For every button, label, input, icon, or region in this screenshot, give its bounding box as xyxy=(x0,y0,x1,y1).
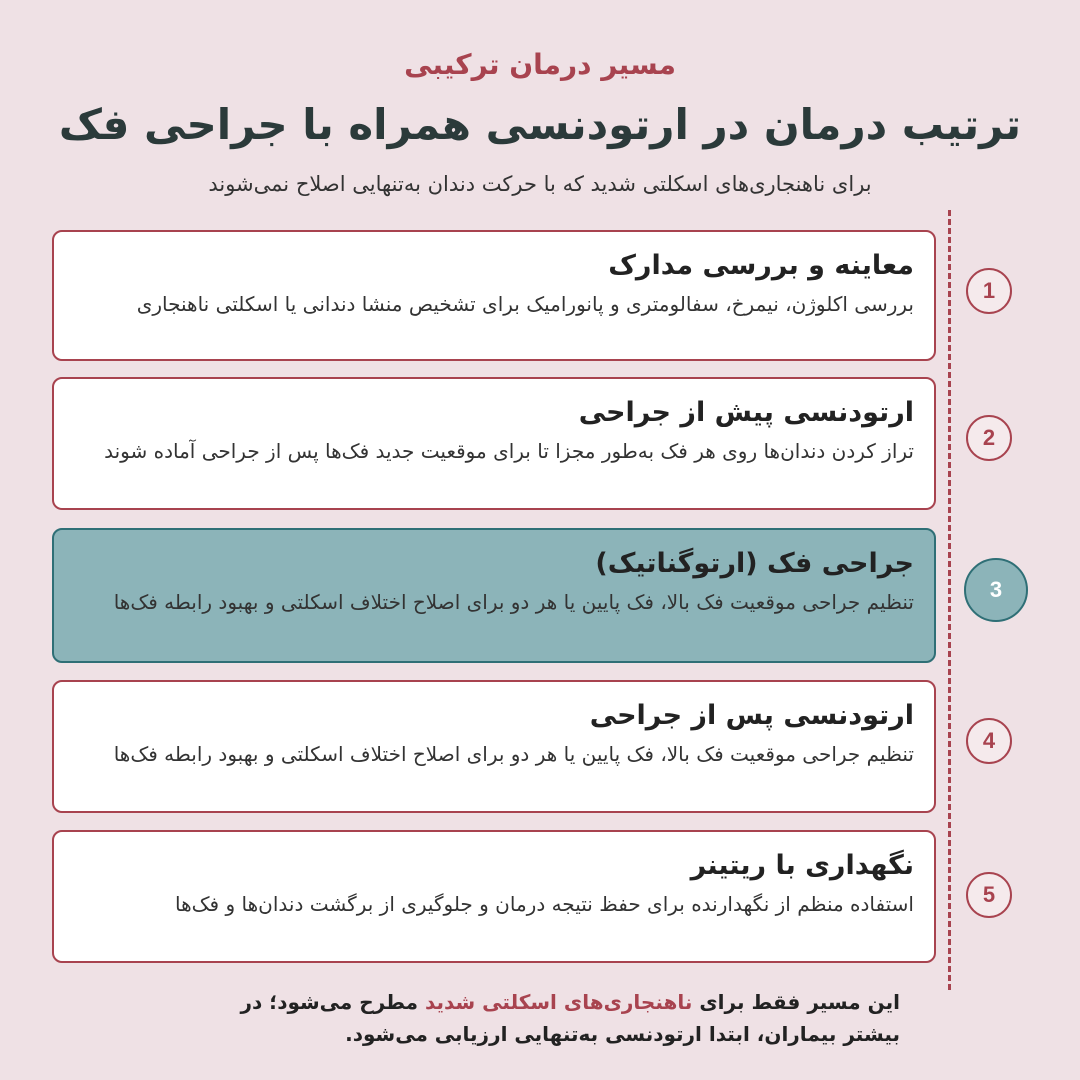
step-title: نگهداری با ریتینر xyxy=(690,850,914,881)
step-description: استفاده منظم از نگهدارنده برای حفظ نتیجه درمان و جلوگیری از برگشت دندان‌ها و فک‌ها xyxy=(175,892,914,916)
eyebrow-label: مسیر درمان ترکیبی xyxy=(404,48,676,81)
step-card-1 xyxy=(52,230,936,361)
step-description: تنظیم جراحی موقعیت فک بالا، فک پایین یا هر دو برای اصلاح اختلاف اسکلتی و بهبود رابطه فک‌ها xyxy=(113,742,914,766)
step-card-5 xyxy=(52,830,936,963)
step-number-4: 4 xyxy=(966,718,1012,764)
footer-text-before: این مسیر فقط برای xyxy=(692,990,900,1014)
footer-highlight: ناهنجاری‌های اسکلتی شدید xyxy=(424,990,693,1014)
step-card-4 xyxy=(52,680,936,813)
step-title: ارتودنسی پس از جراحی xyxy=(589,700,914,731)
step-title: جراحی فک (ارتوگناتیک) xyxy=(595,548,914,579)
step-number-2: 2 xyxy=(966,415,1012,461)
step-title: معاینه و بررسی مدارک xyxy=(608,250,914,281)
step-description: بررسی اکلوژن، نیمرخ، سفالومتری و پانورامیک برای تشخیص منشا دندانی یا اسکلتی ناهنجاری xyxy=(136,292,914,316)
page-title: ترتیب درمان در ارتودنسی همراه با جراحی فک xyxy=(58,100,1022,149)
step-number-5: 5 xyxy=(966,872,1012,918)
step-card-3 xyxy=(52,528,936,663)
footer-text-after: مطرح می‌شود؛ در بیشتر بیماران، ابتدا ارتودنسی به‌تنهایی ارزیابی می‌شود. xyxy=(240,990,900,1046)
step-number-1: 1 xyxy=(966,268,1012,314)
step-description: تراز کردن دندان‌ها روی هر فک به‌طور مجزا تا برای موقعیت جدید فک‌ها پس از جراحی آماده شوند xyxy=(104,439,914,463)
page-subtitle: برای ناهنجاری‌های اسکلتی شدید که با حرکت دندان به‌تنهایی اصلاح نمی‌شوند xyxy=(208,172,872,196)
step-description: تنظیم جراحی موقعیت فک بالا، فک پایین یا هر دو برای اصلاح اختلاف اسکلتی و بهبود رابطه فک‌ها xyxy=(113,590,914,614)
step-title: ارتودنسی پیش از جراحی xyxy=(578,397,914,428)
footer-note xyxy=(200,986,900,1050)
step-number-3: 3 xyxy=(964,558,1028,622)
timeline-line xyxy=(948,210,951,990)
step-card-2 xyxy=(52,377,936,510)
